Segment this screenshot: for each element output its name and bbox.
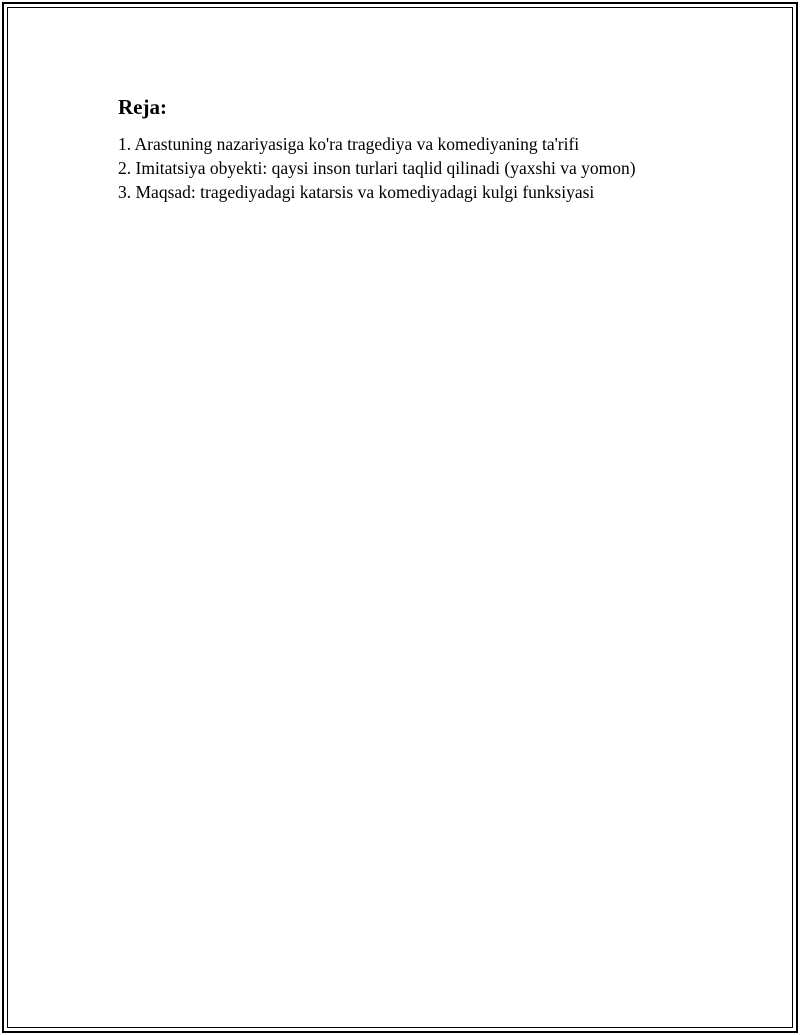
plan-heading: Reja: [118,95,167,119]
plan-list [118,132,758,204]
plan-item-3: 3. Maqsad: tragediyadagi katarsis va komediyadagi kulgi funksiyasi [118,182,595,202]
plan-item-1: 1. Arastuning nazariyasiga ko'ra tragediya va komediyaning ta'rifi [118,134,580,154]
page-content [118,94,758,204]
plan-item-2: 2. Imitatsiya obyekti: qaysi inson turlari taqlid qilinadi (yaxshi va yomon) [118,158,636,178]
